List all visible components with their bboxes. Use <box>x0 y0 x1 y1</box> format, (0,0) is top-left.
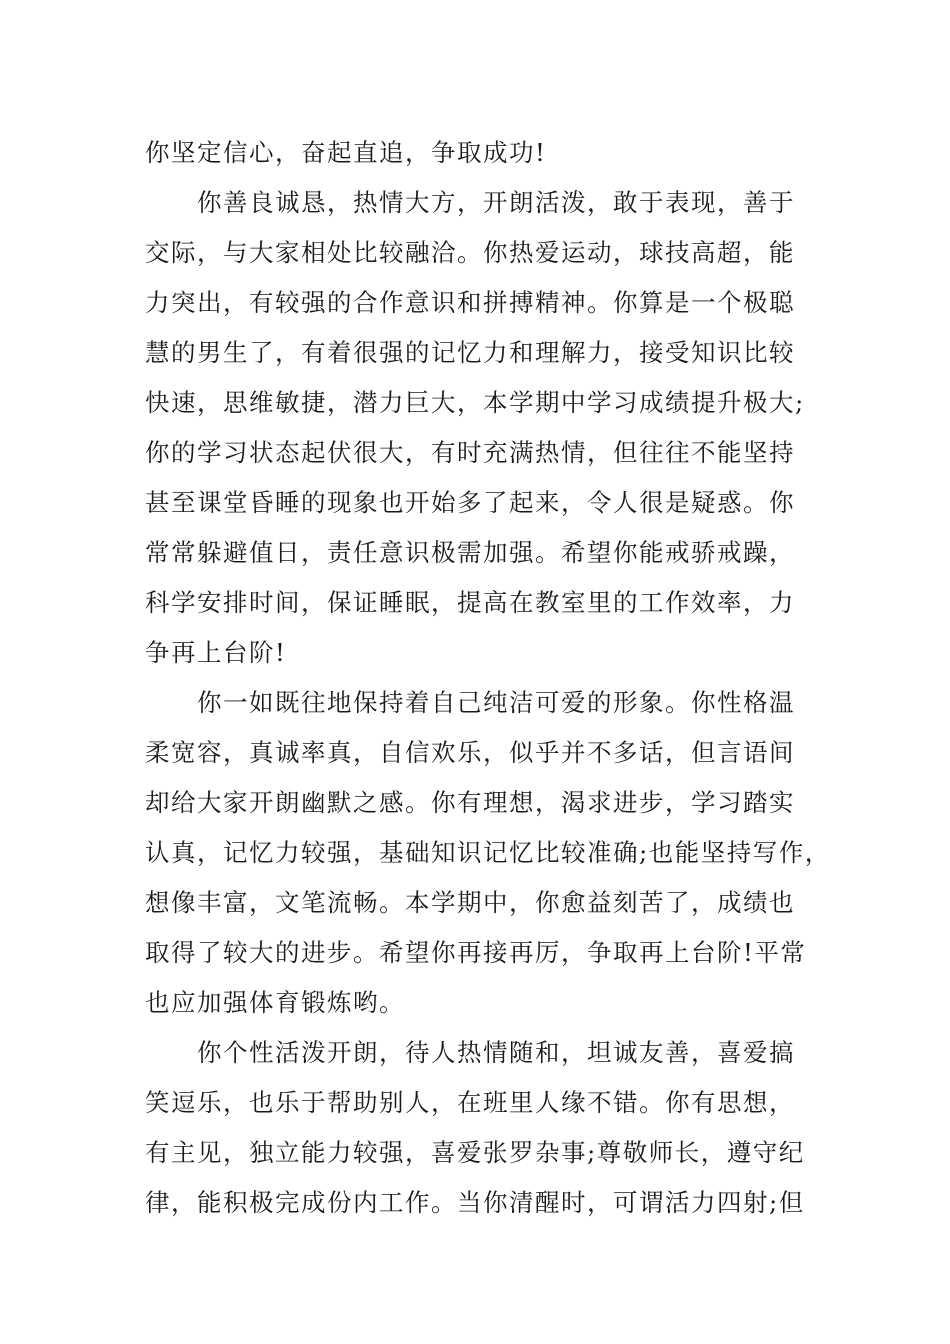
text-line: 想像丰富，文笔流畅。本学期中，你愈益刻苦了，成绩也 <box>145 888 795 917</box>
text-line: 甚至课堂昏睡的现象也开始多了起来，令人很是疑惑。你 <box>145 488 795 517</box>
text-line: 交际，与大家相处比较融洽。你热爱运动，球技高超，能 <box>145 238 795 267</box>
text-line: 你坚定信心，奋起直追，争取成功! <box>145 138 547 167</box>
text-line: 有主见，独立能力较强，喜爱张罗杂事;尊敬师长，遵守纪 <box>145 1138 805 1167</box>
text-line: 取得了较大的进步。希望你再接再厉，争取再上台阶!平常 <box>145 938 807 967</box>
text-line: 笑逗乐，也乐于帮助别人，在班里人缘不错。你有思想， <box>145 1088 795 1117</box>
text-line: 力突出，有较强的合作意识和拼搏精神。你算是一个极聪 <box>145 288 795 317</box>
text-line: 却给大家开朗幽默之感。你有理想，渴求进步，学习踏实 <box>145 788 795 817</box>
text-line: 认真，记忆力较强，基础知识记忆比较准确;也能坚持写作， <box>145 838 831 867</box>
text-line: 也应加强体育锻炼哟。 <box>145 988 405 1017</box>
text-line: 你善良诚恳，热情大方，开朗活泼，敢于表现，善于 <box>197 188 795 217</box>
body-text <box>145 128 845 1228</box>
text-line: 你个性活泼开朗，待人热情随和，坦诚友善，喜爱搞 <box>197 1038 795 1067</box>
text-line: 你一如既往地保持着自己纯洁可爱的形象。你性格温 <box>197 688 795 717</box>
text-line: 常常躲避值日，责任意识极需加强。希望你能戒骄戒躁， <box>145 538 795 567</box>
text-line: 快速，思维敏捷，潜力巨大，本学期中学习成绩提升极大; <box>145 388 805 417</box>
text-line: 慧的男生了，有着很强的记忆力和理解力，接受知识比较 <box>145 338 795 367</box>
text-line: 科学安排时间，保证睡眠，提高在教室里的工作效率，力 <box>145 588 795 617</box>
text-line: 你的学习状态起伏很大，有时充满热情，但往往不能坚持 <box>145 438 795 467</box>
text-line: 柔宽容，真诚率真，自信欢乐，似乎并不多话，但言语间 <box>145 738 795 767</box>
text-line: 争再上台阶! <box>145 638 287 667</box>
text-line: 律，能积极完成份内工作。当你清醒时，可谓活力四射;但 <box>145 1188 805 1217</box>
